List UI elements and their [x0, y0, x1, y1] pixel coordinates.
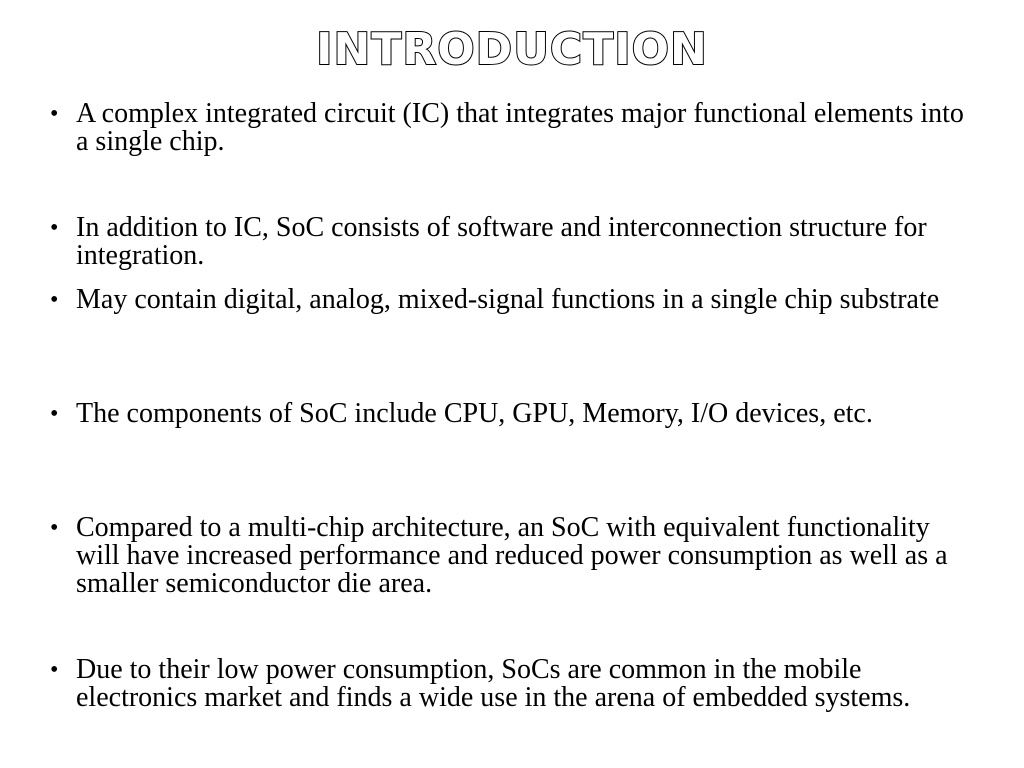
bullet-item [50, 400, 980, 428]
bullet-item [50, 514, 980, 598]
bullet-icon: • [50, 101, 59, 127]
slide-title: INTRODUCTION [316, 24, 708, 75]
bullet-text: May contain digital, analog, mixed-signal functions in a single chip substrate [76, 284, 940, 315]
bullet-icon: • [50, 515, 59, 541]
bullet-text: A complex integrated circuit (IC) that integrates major functional elements into a single chip. [76, 98, 964, 157]
bullet-item [50, 214, 980, 270]
bullet-item [50, 100, 980, 156]
bullet-icon: • [50, 287, 59, 313]
bullet-icon: • [50, 657, 59, 683]
bullet-text: In addition to IC, SoC consists of software and interconnection structure for integration. [76, 212, 927, 271]
bullet-icon: • [50, 401, 59, 427]
bullet-text: Due to their low power consumption, SoCs are common in the mobile electronics market and finds a wide use in the arena of embedded systems. [76, 654, 911, 713]
bullet-item [50, 656, 980, 712]
bullet-text: Compared to a multi-chip architecture, an SoC with equivalent functionality will have increased performance and reduced power consumption as well as a smaller semiconductor die area. [76, 512, 948, 599]
bullet-item [50, 286, 980, 314]
bullet-icon: • [50, 215, 59, 241]
bullet-text: The components of SoC include CPU, GPU, Memory, I/O devices, etc. [76, 398, 873, 429]
